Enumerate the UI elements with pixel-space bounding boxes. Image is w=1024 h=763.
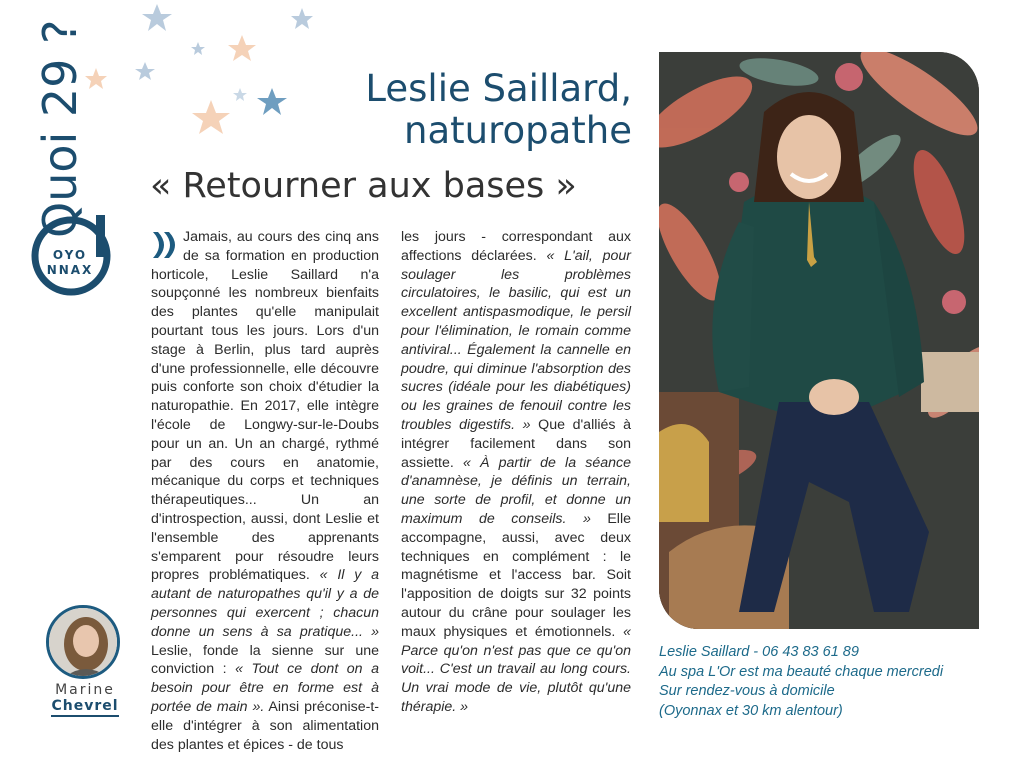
column-title-text: Quoi 29 ?	[33, 19, 87, 238]
caption-line-4: (Oyonnax et 30 km alentour)	[659, 702, 843, 719]
quote-mark-icon	[151, 230, 179, 260]
article-text-column-1: Jamais, au cours des cinq ans de sa formation en production horticole, Leslie Saillard n'a soupçonné les nombreux bienfaits des plantes qu'elle manipulait pourtant tous les jours. Lors d'un stage à Berlin, plus tard auprès d'une professionnelle, elle découvre puis conforte son choix d'étudier la naturopathie. En 2017, elle intègre l'école de Longwy-sur-le-Doubs pour un an. Un an chargé, rythmé par des cours en anatomie, mécanique du corps et techniques thérapeutiques... Un an d'introspection, aussi, dont Leslie et l'ensemble des apprenants s'emparent pour résoudre leurs propres problématiques. « Il y a autant de naturopathes qu'il y a de personnes qui exercent ; chacun donne un sens à sa pratique... » Leslie, fonde la sienne sur une conviction : « Tout ce dont on a besoin pour être en forme est à portée de main ». Ainsi préconise-t-elle d'intégrer à son alimentation des plantes et épices - de tous	[151, 229, 380, 753]
column-title	[4, 19, 87, 240]
logo-line-2: NNAX	[46, 263, 94, 277]
article-column-2	[401, 228, 631, 717]
article-quote-title: « Retourner aux bases »	[150, 166, 577, 206]
caption-line-2: Au spa L'Or est ma beauté chaque mercredi	[659, 663, 944, 680]
logo-line-1: OYO	[52, 248, 88, 262]
portrait-photo	[659, 52, 979, 629]
headline-profession: naturopathe	[404, 109, 632, 152]
headline-name: Leslie Saillard,	[365, 67, 632, 110]
article-headline	[365, 68, 632, 152]
author-avatar	[46, 605, 120, 679]
article-text-column-2: les jours - correspondant aux affections déclarées. « L'ail, pour soulager les problèmes circulatoires, le basilic, qui est un excellent antispasmodique, le persil pour l'élimination, le romain comme antiviral... Également la cannelle en poudre, qui diminue l'absorption des sucres (idéale pour les diabétiques) ou les graines de fenouil contre les troubles digestifs. » Que d'alliés à intégrer facilement dans son assiette. « À partir de la séance d'anamnèse, je définis un terrain, une sorte de profil, et donne un maximum de conseils. » Elle accompagne, aussi, avec deux techniques en complément : le magnétisme et l'access bar. Soit l'apposition de doigts sur 32 points autour du crâne pour soulager les maux physiques et émotionnels. « Parce qu'on n'est pas que ce qu'on voit... C'est un travail au long cours. Un vrai mode de vie, plutôt qu'une thérapie. »	[401, 229, 631, 715]
article-column-1	[151, 228, 380, 753]
photo-caption	[659, 643, 999, 721]
oyonnax-logo-text	[41, 248, 99, 278]
author-last-name-text: Chevrel	[51, 698, 118, 717]
caption-line-1: Leslie Saillard - 06 43 83 61 89	[659, 644, 859, 660]
caption-line-3: Sur rendez-vous à domicile	[659, 683, 835, 699]
author-first-name: Marine	[55, 682, 115, 698]
author-last-name	[40, 698, 130, 714]
